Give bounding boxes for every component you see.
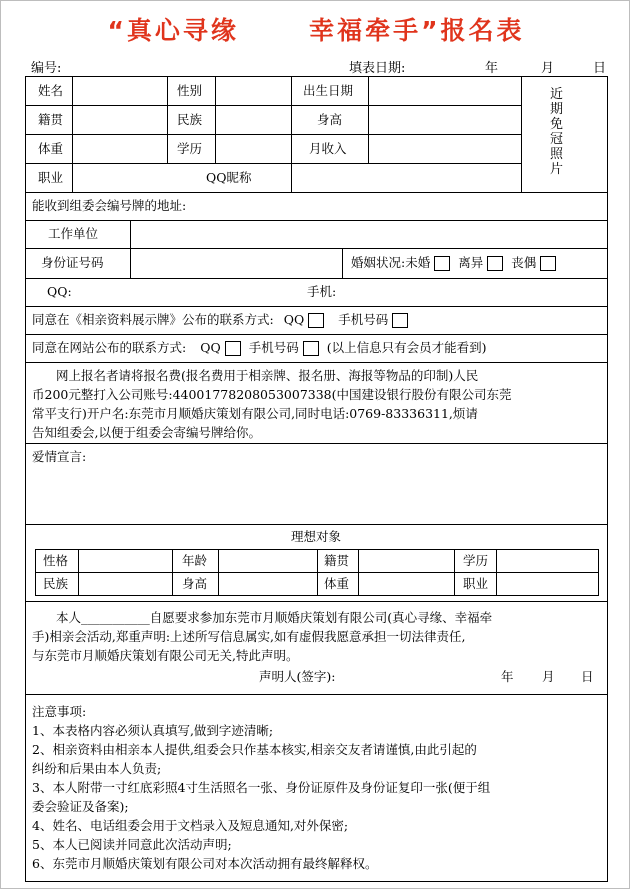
grid-line bbox=[521, 76, 522, 192]
note-item: 5、本人已阅读并同意此次活动声明; bbox=[32, 837, 232, 852]
ideal-partner-title: 理想对象 bbox=[291, 529, 342, 544]
checkbox-web-qq[interactable] bbox=[225, 341, 241, 356]
ideal-grid-line bbox=[35, 549, 36, 595]
grid-line bbox=[25, 192, 608, 193]
grid-line bbox=[25, 694, 608, 695]
grid-line bbox=[291, 76, 292, 192]
label-qq: QQ: bbox=[47, 284, 72, 299]
grid-line bbox=[342, 248, 343, 278]
table-bottom-border bbox=[25, 881, 608, 882]
label-gender: 性别 bbox=[177, 83, 203, 98]
payment-line: 币200元整打入公司账号:44001778208053007338(中国建设银行股份有限公司东莞 bbox=[32, 387, 512, 402]
checkbox-divorced[interactable] bbox=[487, 256, 503, 271]
label-address: 能收到组委会编号牌的地址: bbox=[32, 198, 187, 213]
label-education: 学历 bbox=[177, 141, 203, 156]
label-phone: 手机: bbox=[307, 284, 337, 299]
marital-widowed-label: 丧偶 bbox=[511, 255, 537, 270]
fill-date-label: 填表日期: bbox=[349, 61, 406, 76]
checkbox-board-phone[interactable] bbox=[392, 313, 408, 328]
grid-line bbox=[25, 248, 608, 249]
note-item: 委会验证及备案); bbox=[32, 799, 129, 814]
checkbox-web-phone[interactable] bbox=[303, 341, 319, 356]
payment-line: 告知组委会,以便于组委会寄编号牌给你。 bbox=[32, 425, 261, 440]
grid-line bbox=[25, 278, 608, 279]
label-love-declaration: 爱情宣言: bbox=[32, 449, 87, 464]
notes-title: 注意事项: bbox=[32, 704, 87, 719]
ideal-label-character: 性格 bbox=[43, 553, 69, 568]
date-day: 日 bbox=[593, 61, 607, 76]
publish-board-qq-label: QQ bbox=[283, 312, 305, 327]
publish-web-row bbox=[32, 340, 487, 356]
grid-line bbox=[25, 163, 521, 164]
ideal-label-occupation: 职业 bbox=[463, 576, 489, 591]
grid-line bbox=[215, 76, 216, 163]
payment-line: 常平支行)开户名:东莞市月顺婚庆策划有限公司,同时电话:0769-83336311,烦请 bbox=[32, 406, 478, 421]
checkbox-board-qq[interactable] bbox=[308, 313, 324, 328]
grid-line bbox=[25, 105, 521, 106]
ideal-label-height: 身高 bbox=[182, 576, 208, 591]
notes-section bbox=[32, 702, 602, 873]
label-ethnicity: 民族 bbox=[177, 112, 203, 127]
ideal-label-ethnicity: 民族 bbox=[43, 576, 69, 591]
declaration-month: 月 bbox=[542, 669, 555, 684]
declaration-line: 与东莞市月顺婚庆策划有限公司无关,特此声明。 bbox=[32, 648, 299, 663]
ideal-grid-line bbox=[454, 549, 455, 595]
declaration-line: 手)相亲会活动,郑重声明:上述所写信息属实,如有虚假我愿意承担一切法律责任, bbox=[32, 629, 466, 644]
label-name: 姓名 bbox=[38, 83, 64, 98]
note-item: 2、相亲资料由相亲本人提供,组委会只作基本核实,相亲交友者请谨慎,由此引起的 bbox=[32, 742, 477, 757]
note-item: 6、东莞市月顺婚庆策划有限公司对本次活动拥有最终解释权。 bbox=[32, 856, 378, 871]
note-item: 3、本人附带一寸红底彩照4寸生活照名一张、身份证原件及身份证复印一张(便于组 bbox=[32, 780, 491, 795]
publish-web-phone-label: 手机号码 bbox=[248, 340, 299, 355]
ideal-grid-line bbox=[35, 595, 599, 596]
declaration-text bbox=[32, 608, 602, 665]
label-birth-date: 出生日期 bbox=[303, 83, 354, 98]
ideal-label-native: 籍贯 bbox=[324, 553, 350, 568]
ideal-grid-line bbox=[496, 549, 497, 595]
grid-line bbox=[25, 220, 608, 221]
label-workplace: 工作单位 bbox=[48, 226, 99, 241]
date-month: 月 bbox=[541, 61, 555, 76]
form-title: “真心寻缘 幸福牵手”报名表 bbox=[107, 16, 525, 45]
grid-line bbox=[25, 134, 521, 135]
grid-line bbox=[130, 248, 131, 278]
note-item: 4、姓名、电话组委会用于文档录入及短息通知,对外保密; bbox=[32, 818, 349, 833]
ideal-grid-line bbox=[598, 549, 599, 595]
table-left-border bbox=[25, 76, 26, 881]
publish-board-phone-label: 手机号码 bbox=[338, 312, 389, 327]
label-height: 身高 bbox=[317, 112, 343, 127]
label-qq-nickname: QQ昵称 bbox=[206, 170, 252, 185]
label-native-place: 籍贯 bbox=[38, 112, 64, 127]
ideal-label-age: 年龄 bbox=[182, 553, 208, 568]
grid-line bbox=[25, 362, 608, 363]
date-year: 年 bbox=[485, 61, 499, 76]
checkbox-single[interactable] bbox=[434, 256, 450, 271]
checkbox-widowed[interactable] bbox=[540, 256, 556, 271]
grid-line bbox=[25, 601, 608, 602]
grid-line bbox=[167, 76, 168, 163]
photo-placeholder-label: 近期免冠照片 bbox=[549, 87, 563, 177]
publish-board-label: 同意在《相亲资料展示牌》公布的联系方式: bbox=[32, 312, 274, 327]
declaration-year: 年 bbox=[501, 669, 514, 684]
declaration-line: 本人___________自愿要求参加东莞市月顺婚庆策划有限公司(真心寻缘、幸福牵 bbox=[56, 610, 493, 625]
label-monthly-income: 月收入 bbox=[309, 141, 347, 156]
publish-board-row bbox=[32, 312, 416, 328]
publish-web-qq-label: QQ bbox=[200, 340, 221, 355]
note-item: 纠纷和后果由本人负责; bbox=[32, 761, 162, 776]
label-id-number: 身份证号码 bbox=[41, 255, 104, 270]
marital-single-label: 婚姻状况:未婚 bbox=[351, 255, 431, 270]
grid-line bbox=[25, 306, 608, 307]
declarant-signature-label: 声明人(签字): bbox=[259, 669, 336, 684]
payment-line: 网上报名者请将报名费(报名费用于相亲牌、报名册、海报等物品的印制)人民 bbox=[56, 368, 479, 383]
grid-line bbox=[25, 524, 608, 525]
label-occupation: 职业 bbox=[38, 170, 64, 185]
ideal-grid-line bbox=[358, 549, 359, 595]
publish-web-label: 同意在网站公布的联系方式: bbox=[32, 340, 187, 355]
grid-line bbox=[130, 220, 131, 248]
ideal-label-weight: 体重 bbox=[324, 576, 350, 591]
grid-line bbox=[25, 334, 608, 335]
payment-instructions bbox=[32, 366, 602, 442]
label-weight: 体重 bbox=[38, 141, 64, 156]
ideal-grid-line bbox=[172, 549, 173, 595]
grid-line bbox=[25, 443, 608, 444]
ideal-label-education: 学历 bbox=[463, 553, 489, 568]
declaration-day: 日 bbox=[581, 669, 594, 684]
marital-divorced-label: 离异 bbox=[458, 255, 484, 270]
publish-web-note: (以上信息只有会员才能看到) bbox=[326, 340, 487, 355]
marital-status bbox=[351, 255, 564, 271]
table-right-border bbox=[607, 76, 608, 881]
number-label: 编号: bbox=[31, 61, 62, 76]
note-item: 1、本表格内容必须认真填写,做到字迹清晰; bbox=[32, 723, 274, 738]
ideal-grid-line bbox=[317, 549, 318, 595]
ideal-grid-line bbox=[78, 549, 79, 595]
grid-line bbox=[368, 76, 369, 163]
ideal-grid-line bbox=[218, 549, 219, 595]
grid-line bbox=[72, 76, 73, 192]
